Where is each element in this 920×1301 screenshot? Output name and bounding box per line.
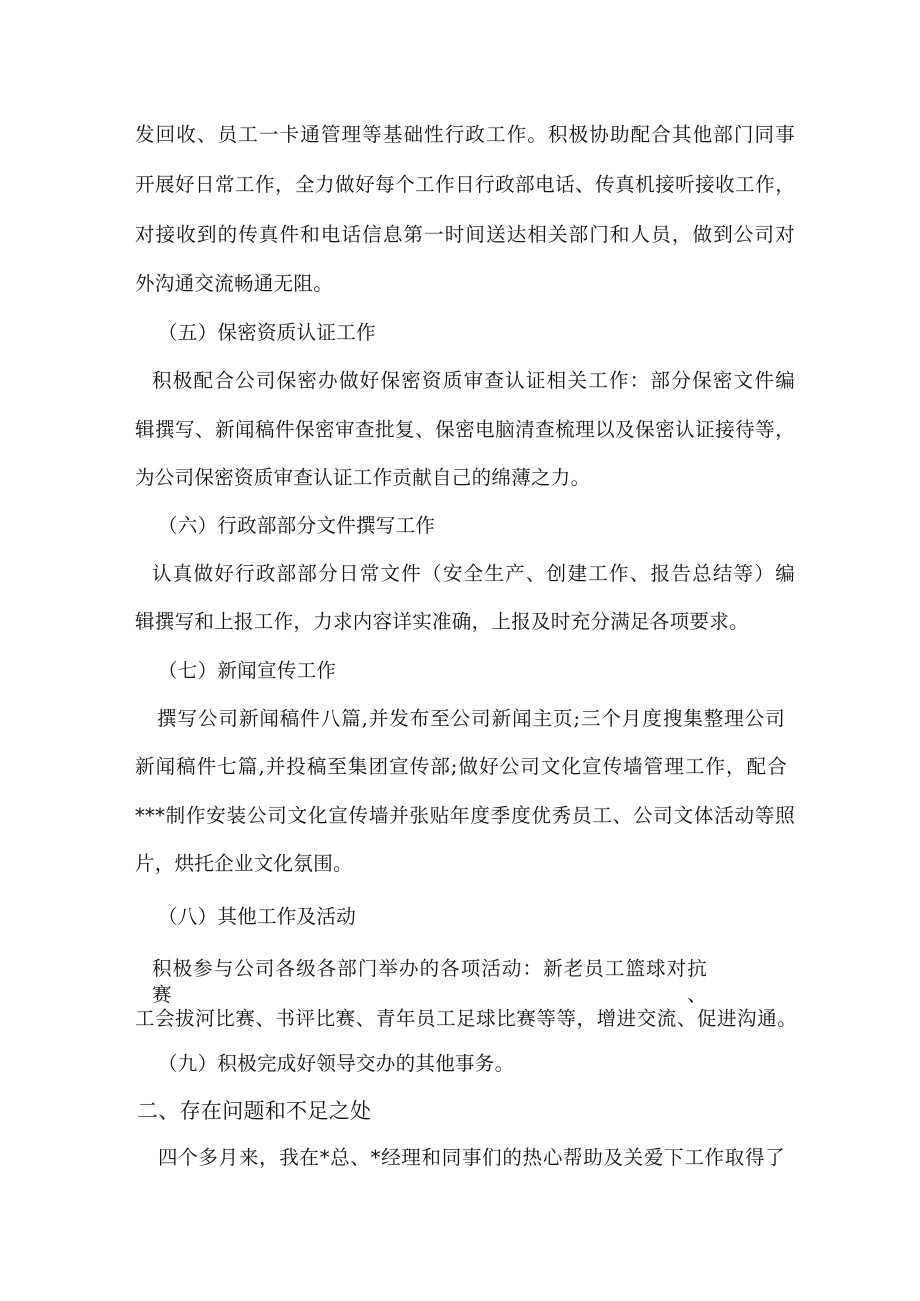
body-line: 片，烘托企业文化氛围。 bbox=[135, 852, 353, 875]
body-line: 认真做好行政部部分日常文件（安全生产、创建工作、报告总结等）编 bbox=[152, 562, 795, 585]
body-line: ***制作安装公司文化宣传墙并张贴年度季度优秀员工、公司文体活动等照 bbox=[135, 804, 795, 827]
body-line: 工会拔河比赛、书评比赛、青年员工足球比赛等等，增进交流、促进沟通。 bbox=[135, 1007, 797, 1030]
section-heading: （八）其他工作及活动 bbox=[158, 905, 357, 928]
section-heading: （七）新闻宣传工作 bbox=[158, 659, 337, 682]
section-heading: （五）保密资质认证工作 bbox=[158, 321, 376, 344]
section-heading-level-2: 二、存在问题和不足之处 bbox=[137, 1099, 372, 1123]
body-line: 积极参与公司各级各部门举办的各项活动：新老员工篮球对抗赛、 bbox=[152, 957, 707, 1006]
body-line: 积极配合公司保密办做好保密资质审查认证相关工作：部分保密文件编 bbox=[152, 369, 795, 392]
body-line: 四个多月来，我在*总、*经理和同事们的热心帮助及关爱下工作取得了 bbox=[158, 1146, 785, 1169]
body-line: 发回收、员工一卡通管理等基础性行政工作。积极协助配合其他部门同事 bbox=[135, 123, 795, 146]
body-line: 对接收到的传真件和电话信息第一时间送达相关部门和人员，做到公司对 bbox=[135, 223, 795, 246]
section-heading: （九）积极完成好领导交办的其他事务。 bbox=[158, 1052, 515, 1075]
body-line: 外沟通交流畅通无阻。 bbox=[135, 272, 334, 295]
body-line: 辑撰写、新闻稿件保密审查批复、保密电脑清查梳理以及保密认证接待等， bbox=[135, 418, 795, 441]
body-line: 新闻稿件七篇,并投稿至集团宣传部;做好公司文化宣传墙管理工作，配合 bbox=[135, 755, 787, 778]
body-line: 为公司保密资质审查认证工作贡献自己的绵薄之力。 bbox=[135, 466, 591, 489]
section-heading: （六）行政部部分文件撰写工作 bbox=[158, 514, 436, 537]
body-line: 撰写公司新闻稿件八篇,并发布至公司新闻主页;三个月度搜集整理公司 bbox=[157, 707, 785, 730]
body-line: 辑撰写和上报工作，力求内容详实准确，上报及时充分满足各项要求。 bbox=[135, 610, 749, 633]
body-line: 开展好日常工作，全力做好每个工作日行政部电话、传真机接听接收工作， bbox=[135, 173, 795, 196]
